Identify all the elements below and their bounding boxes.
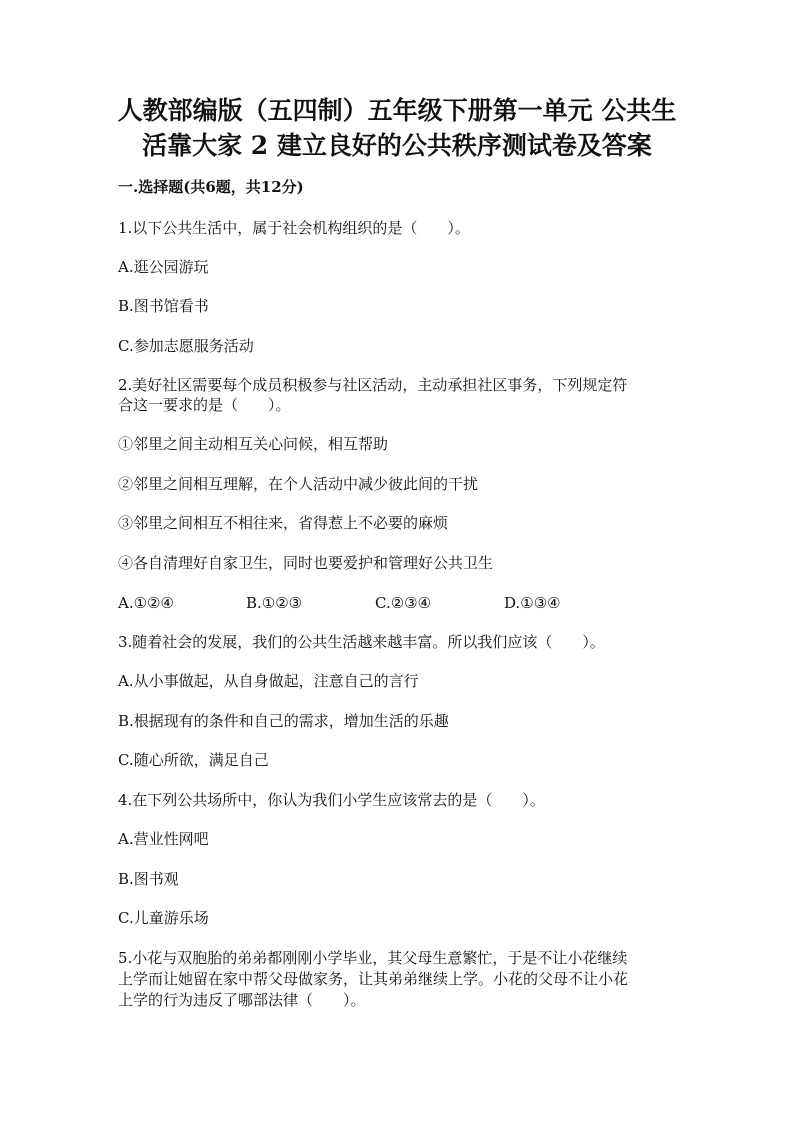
question-2-option-b: B.①②③ — [246, 594, 303, 612]
question-2-option-c: C.②③④ — [375, 594, 432, 612]
question-2-stem-line-2: 合这一要求的是（ ）。 — [118, 396, 291, 414]
question-5-stem-line-2: 上学而让她留在家中帮父母做家务，让其弟弟继续上学。小花的父母不让小花 — [118, 970, 629, 988]
question-4-stem: 4.在下列公共场所中，你认为我们小学生应该常去的是（ ）。 — [118, 791, 545, 809]
question-3-stem: 3.随着社会的发展，我们的公共生活越来越丰富。所以我们应该（ ）。 — [118, 633, 605, 651]
question-4-option-b: B.图书观 — [118, 870, 179, 888]
document-title-line-1: 人教部编版（五四制）五年级下册第一单元 公共生 — [117, 96, 677, 125]
question-3-option-b: B.根据现有的条件和自己的需求，增加生活的乐趣 — [118, 712, 449, 730]
question-1-option-a: A.逛公园游玩 — [118, 258, 209, 276]
question-2-statement-3: ③邻里之间相互不相往来，省得惹上不必要的麻烦 — [118, 514, 449, 532]
question-5-stem-line-3: 上学的行为违反了哪部法律（ ）。 — [118, 991, 366, 1009]
question-2-statement-2: ②邻里之间相互理解，在个人活动中减少彼此间的干扰 — [118, 475, 479, 493]
question-2-option-a: A.①②④ — [118, 594, 174, 612]
question-4-option-c: C.儿童游乐场 — [118, 909, 209, 927]
question-2-statement-4: ④各自清理好自家卫生，同时也要爱护和管理好公共卫生 — [118, 554, 494, 572]
question-1-option-b: B.图书馆看书 — [118, 297, 209, 315]
question-3-option-a: A.从小事做起，从自身做起，注意自己的言行 — [118, 672, 419, 690]
question-3-option-c: C.随心所欲，满足自己 — [118, 751, 269, 769]
document-title-line-2: 活靠大家 2 建立良好的公共秩序测试卷及答案 — [142, 131, 652, 160]
section-heading: 一.选择题(共6题，共12分) — [118, 178, 304, 196]
question-2-stem-line-1: 2.美好社区需要每个成员积极参与社区活动，主动承担社区事务，下列规定符 — [118, 376, 628, 394]
question-2-statement-1: ①邻里之间主动相互关心问候，相互帮助 — [118, 435, 389, 453]
question-1-stem: 1.以下公共生活中，属于社会机构组织的是（ ）。 — [118, 219, 470, 237]
question-4-option-a: A.营业性网吧 — [118, 830, 209, 848]
question-5-stem-line-1: 5.小花与双胞胎的弟弟都刚刚小学毕业，其父母生意繁忙，于是不让小花继续 — [118, 949, 628, 967]
question-1-option-c: C.参加志愿服务活动 — [118, 337, 254, 355]
question-2-option-d: D.①③④ — [504, 594, 561, 612]
